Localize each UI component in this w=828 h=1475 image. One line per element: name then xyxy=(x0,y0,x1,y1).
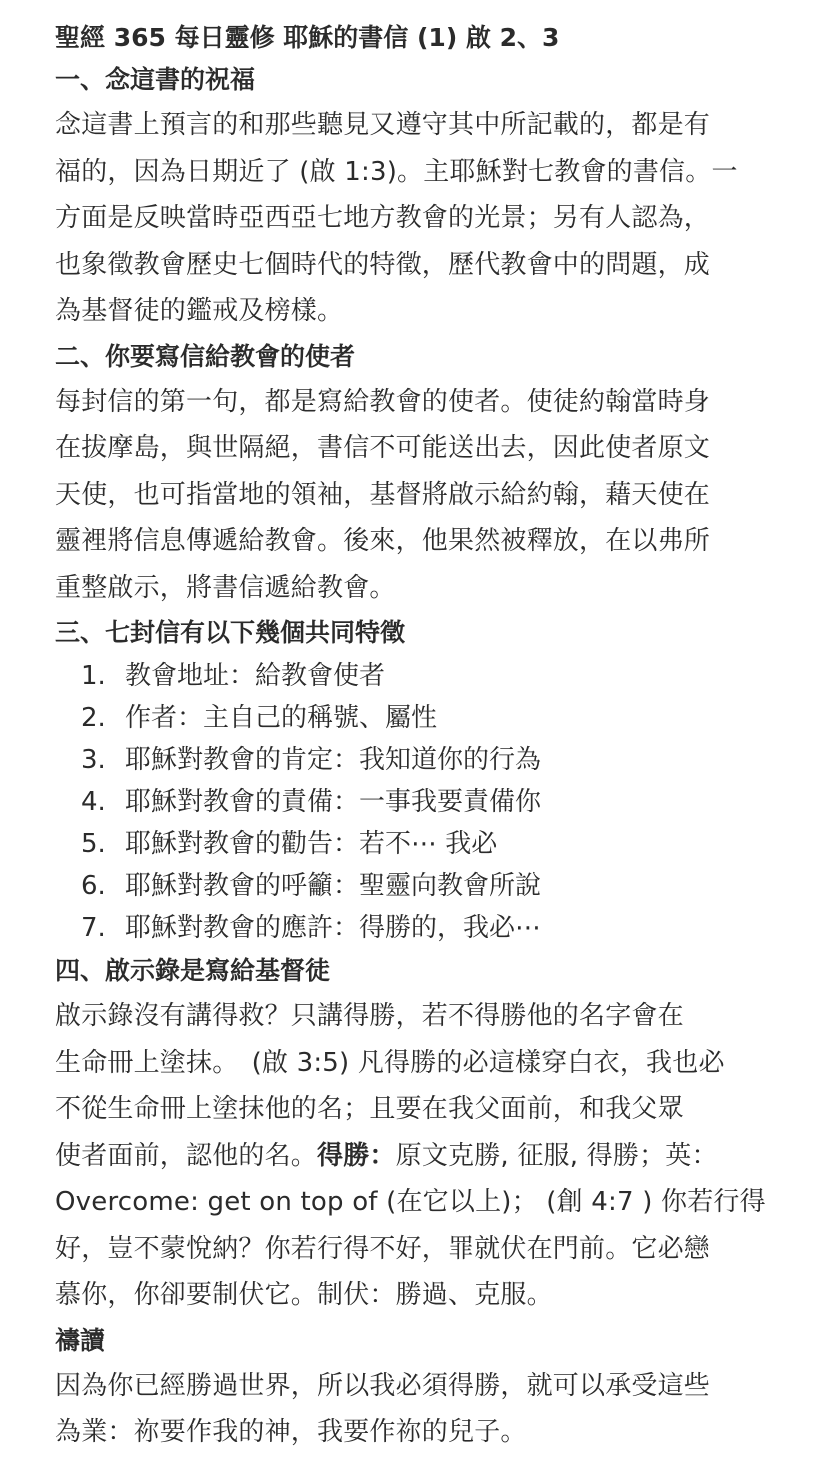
paragraph-line: 為基督徒的鑑戒及榜樣。 xyxy=(55,296,344,326)
text-run: 使者面前，認他的名。 xyxy=(55,1140,318,1171)
list-item xyxy=(55,697,788,739)
paragraph-line: 在拔摩島，與世隔絕，書信不可能送出去，因此使者原文 xyxy=(55,433,711,463)
list-number: 2. xyxy=(81,703,106,733)
paragraph-line: 每封信的第一句，都是寫給教會的使者。使徒約翰當時身 xyxy=(55,386,711,417)
paragraph-line: 重整啟示，將書信遞給教會。 xyxy=(55,572,396,603)
list-text: 耶穌對教會的呼籲：聖靈向教會所說 xyxy=(125,871,542,901)
list-item xyxy=(55,781,788,823)
paragraph-line: 福的，因為日期近了 (啟 1:3)。主耶穌對七教會的書信。一 xyxy=(55,156,738,187)
section-heading: 二、你要寫信給教會的使者 xyxy=(55,341,356,371)
list-text: 作者：主自己的稱號、屬性 xyxy=(125,703,438,733)
section-revelation-for-christians xyxy=(55,949,788,1319)
list-item xyxy=(55,865,788,907)
list-item xyxy=(55,907,788,949)
list-number: 1. xyxy=(81,661,106,691)
section-common-features xyxy=(55,611,788,949)
paragraph-line: 為業：祢要作我的神，我要作祢的兒子。 xyxy=(55,1417,527,1447)
section-heading: 禱讀 xyxy=(55,1325,106,1355)
page-title: 聖經 365 每日靈修 耶穌的書信 (1) 啟 2、3 xyxy=(55,23,560,52)
paragraph-line: 因為你已經勝過世界，所以我必須得勝，就可以承受這些 xyxy=(55,1370,711,1401)
bold-term: 得勝： xyxy=(317,1140,396,1171)
paragraph-line: 好，豈不蒙悅納？你若行得不好，罪就伏在門前。它必戀 xyxy=(55,1233,711,1264)
paragraph-line: 啟示錄沒有講得救？只講得勝，若不得勝他的名字會在 xyxy=(55,1001,684,1031)
section-heading: 一、念這書的祝福 xyxy=(55,65,256,94)
list-number: 3. xyxy=(81,745,106,775)
list-text: 教會地址：給教會使者 xyxy=(125,661,386,691)
paragraph-line: 念這書上預言的和那些聽見又遵守其中所記載的，都是有 xyxy=(55,110,711,140)
section-blessing xyxy=(55,58,788,335)
list-number: 4. xyxy=(81,787,106,817)
section-prayer-reading xyxy=(55,1319,788,1456)
list-text: 耶穌對教會的應許：得勝的，我必⋯ xyxy=(125,913,542,943)
paragraph-line: 也象徵教會歷史七個時代的特徵，歷代教會中的問題，成 xyxy=(55,249,711,280)
list-number: 7. xyxy=(81,913,106,943)
section-messenger xyxy=(55,335,788,612)
list-number: 5. xyxy=(81,829,106,859)
section-heading: 四、啟示錄是寫給基督徒 xyxy=(55,956,331,985)
paragraph-line-with-bold xyxy=(55,1133,788,1180)
paragraph-line: 靈裡將信息傳遞給教會。後來，他果然被釋放，在以弗所 xyxy=(55,526,711,556)
features-list xyxy=(55,655,788,949)
paragraph-line: Overcome: get on top of (在它以上)； (創 4:7 ) 你若行得 xyxy=(55,1187,766,1217)
paragraph-line: 慕你，你卻要制伏它。制伏：勝過、克服。 xyxy=(55,1280,553,1310)
list-text: 耶穌對教會的責備：一事我要責備你 xyxy=(125,787,542,817)
list-item xyxy=(55,823,788,865)
paragraph-line: 生命冊上塗抹。 (啟 3:5) 凡得勝的必這樣穿白衣，我也必 xyxy=(55,1047,725,1078)
paragraph-line: 方面是反映當時亞西亞七地方教會的光景；另有人認為， xyxy=(55,203,711,233)
text-run: 原文克勝, 征服, 得勝；英： xyxy=(395,1140,718,1171)
section-heading: 三、七封信有以下幾個共同特徵 xyxy=(55,618,406,647)
paragraph-line: 天使，也可指當地的領袖，基督將啟示給約翰，藉天使在 xyxy=(55,479,711,510)
list-item xyxy=(55,739,788,781)
list-number: 6. xyxy=(81,871,106,901)
list-item xyxy=(55,655,788,697)
list-text: 耶穌對教會的肯定：我知道你的行為 xyxy=(125,745,542,775)
paragraph-line: 不從生命冊上塗抹他的名；且要在我父面前，和我父眾 xyxy=(55,1094,684,1124)
list-text: 耶穌對教會的勸告：若不⋯ 我必 xyxy=(125,829,498,859)
